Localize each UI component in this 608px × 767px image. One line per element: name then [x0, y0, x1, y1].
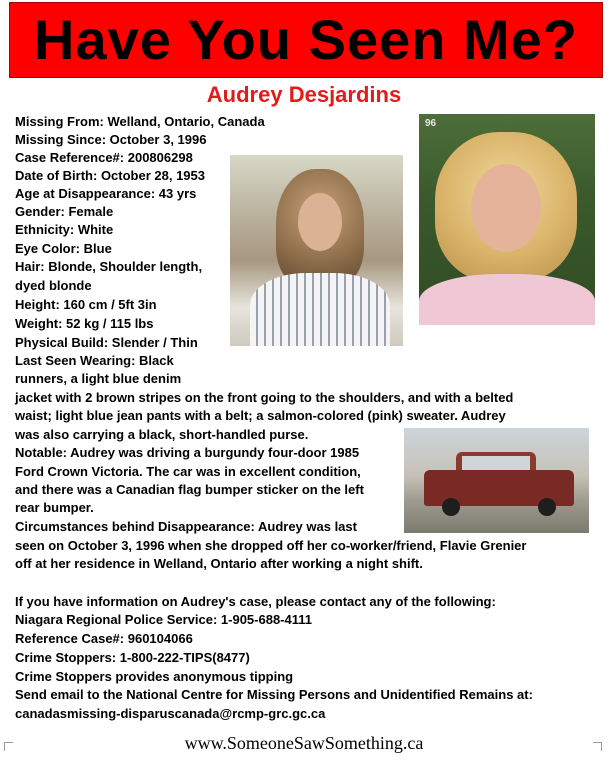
- missing-from: Missing From: Welland, Ontario, Canada: [15, 114, 265, 129]
- circumstances-line-1: Circumstances behind Disappearance: Audrey was last: [15, 519, 357, 534]
- notable-line-2: Ford Crown Victoria. The car was in excellent condition,: [15, 464, 361, 479]
- gender: Gender: Female: [15, 204, 114, 219]
- last-seen-line-2: runners, a light blue denim: [15, 371, 182, 386]
- email-intro: Send email to the National Centre for Missing Persons and Unidentified Remains at:: [15, 687, 533, 702]
- physical-build: Physical Build: Slender / Thin: [15, 335, 198, 350]
- weight: Weight: 52 kg / 115 lbs: [15, 316, 154, 331]
- ethnicity: Ethnicity: White: [15, 222, 114, 237]
- circumstances-line-3: off at her residence in Welland, Ontario after working a night shift.: [15, 556, 423, 571]
- eye-color: Eye Color: Blue: [15, 241, 112, 256]
- poster-title: Have You Seen Me?: [34, 8, 578, 71]
- hair-line-1: Hair: Blonde, Shoulder length,: [15, 259, 203, 274]
- photo-date-stamp: 96: [425, 118, 437, 129]
- police-contact: Niagara Regional Police Service: 1-905-688-4111: [15, 612, 313, 627]
- email-address[interactable]: canadasmissing-disparuscanada@rcmp-grc.gc.ca: [15, 706, 326, 721]
- website-link[interactable]: www.SomeoneSawSomething.ca: [184, 733, 424, 753]
- photo-car: [404, 428, 589, 533]
- header-banner: [9, 2, 603, 78]
- height: Height: 160 cm / 5ft 3in: [15, 297, 157, 312]
- last-seen-line-3: jacket with 2 brown stripes on the front going to the shoulders, and with a belted: [15, 390, 514, 405]
- hair-line-2: dyed blonde: [15, 278, 92, 293]
- age-at-disappearance: Age at Disappearance: 43 yrs: [15, 186, 197, 201]
- notable-line-3: and there was a Canadian flag bumper sticker on the left: [15, 482, 364, 497]
- date-of-birth: Date of Birth: October 28, 1953: [15, 168, 205, 183]
- notable-line-1: Notable: Audrey was driving a burgundy four-door 1985: [15, 445, 360, 460]
- circumstances-line-2: seen on October 3, 1996 when she dropped off her co-worker/friend, Flavie Grenier: [15, 538, 527, 553]
- crime-stoppers-phone: Crime Stoppers: 1-800-222-TIPS(8477): [15, 650, 250, 665]
- case-reference: Case Reference#: 200806298: [15, 150, 193, 165]
- last-seen-line-5: was also carrying a black, short-handled purse.: [15, 427, 309, 442]
- notable-line-4: rear bumper.: [15, 500, 94, 515]
- last-seen-line-1: Last Seen Wearing: Black: [15, 353, 174, 368]
- reference-case: Reference Case#: 960104066: [15, 631, 193, 646]
- missing-since: Missing Since: October 3, 1996: [15, 132, 207, 147]
- photo-portrait-1: [230, 155, 403, 346]
- photo-portrait-2: [419, 114, 595, 325]
- person-name: Audrey Desjardins: [206, 82, 402, 107]
- contact-intro: If you have information on Audrey's case, please contact any of the following:: [15, 594, 496, 609]
- crime-stoppers-note: Crime Stoppers provides anonymous tipping: [15, 669, 294, 684]
- last-seen-line-4: waist; light blue jean pants with a belt; a salmon-colored (pink) sweater. Audrey: [15, 408, 506, 423]
